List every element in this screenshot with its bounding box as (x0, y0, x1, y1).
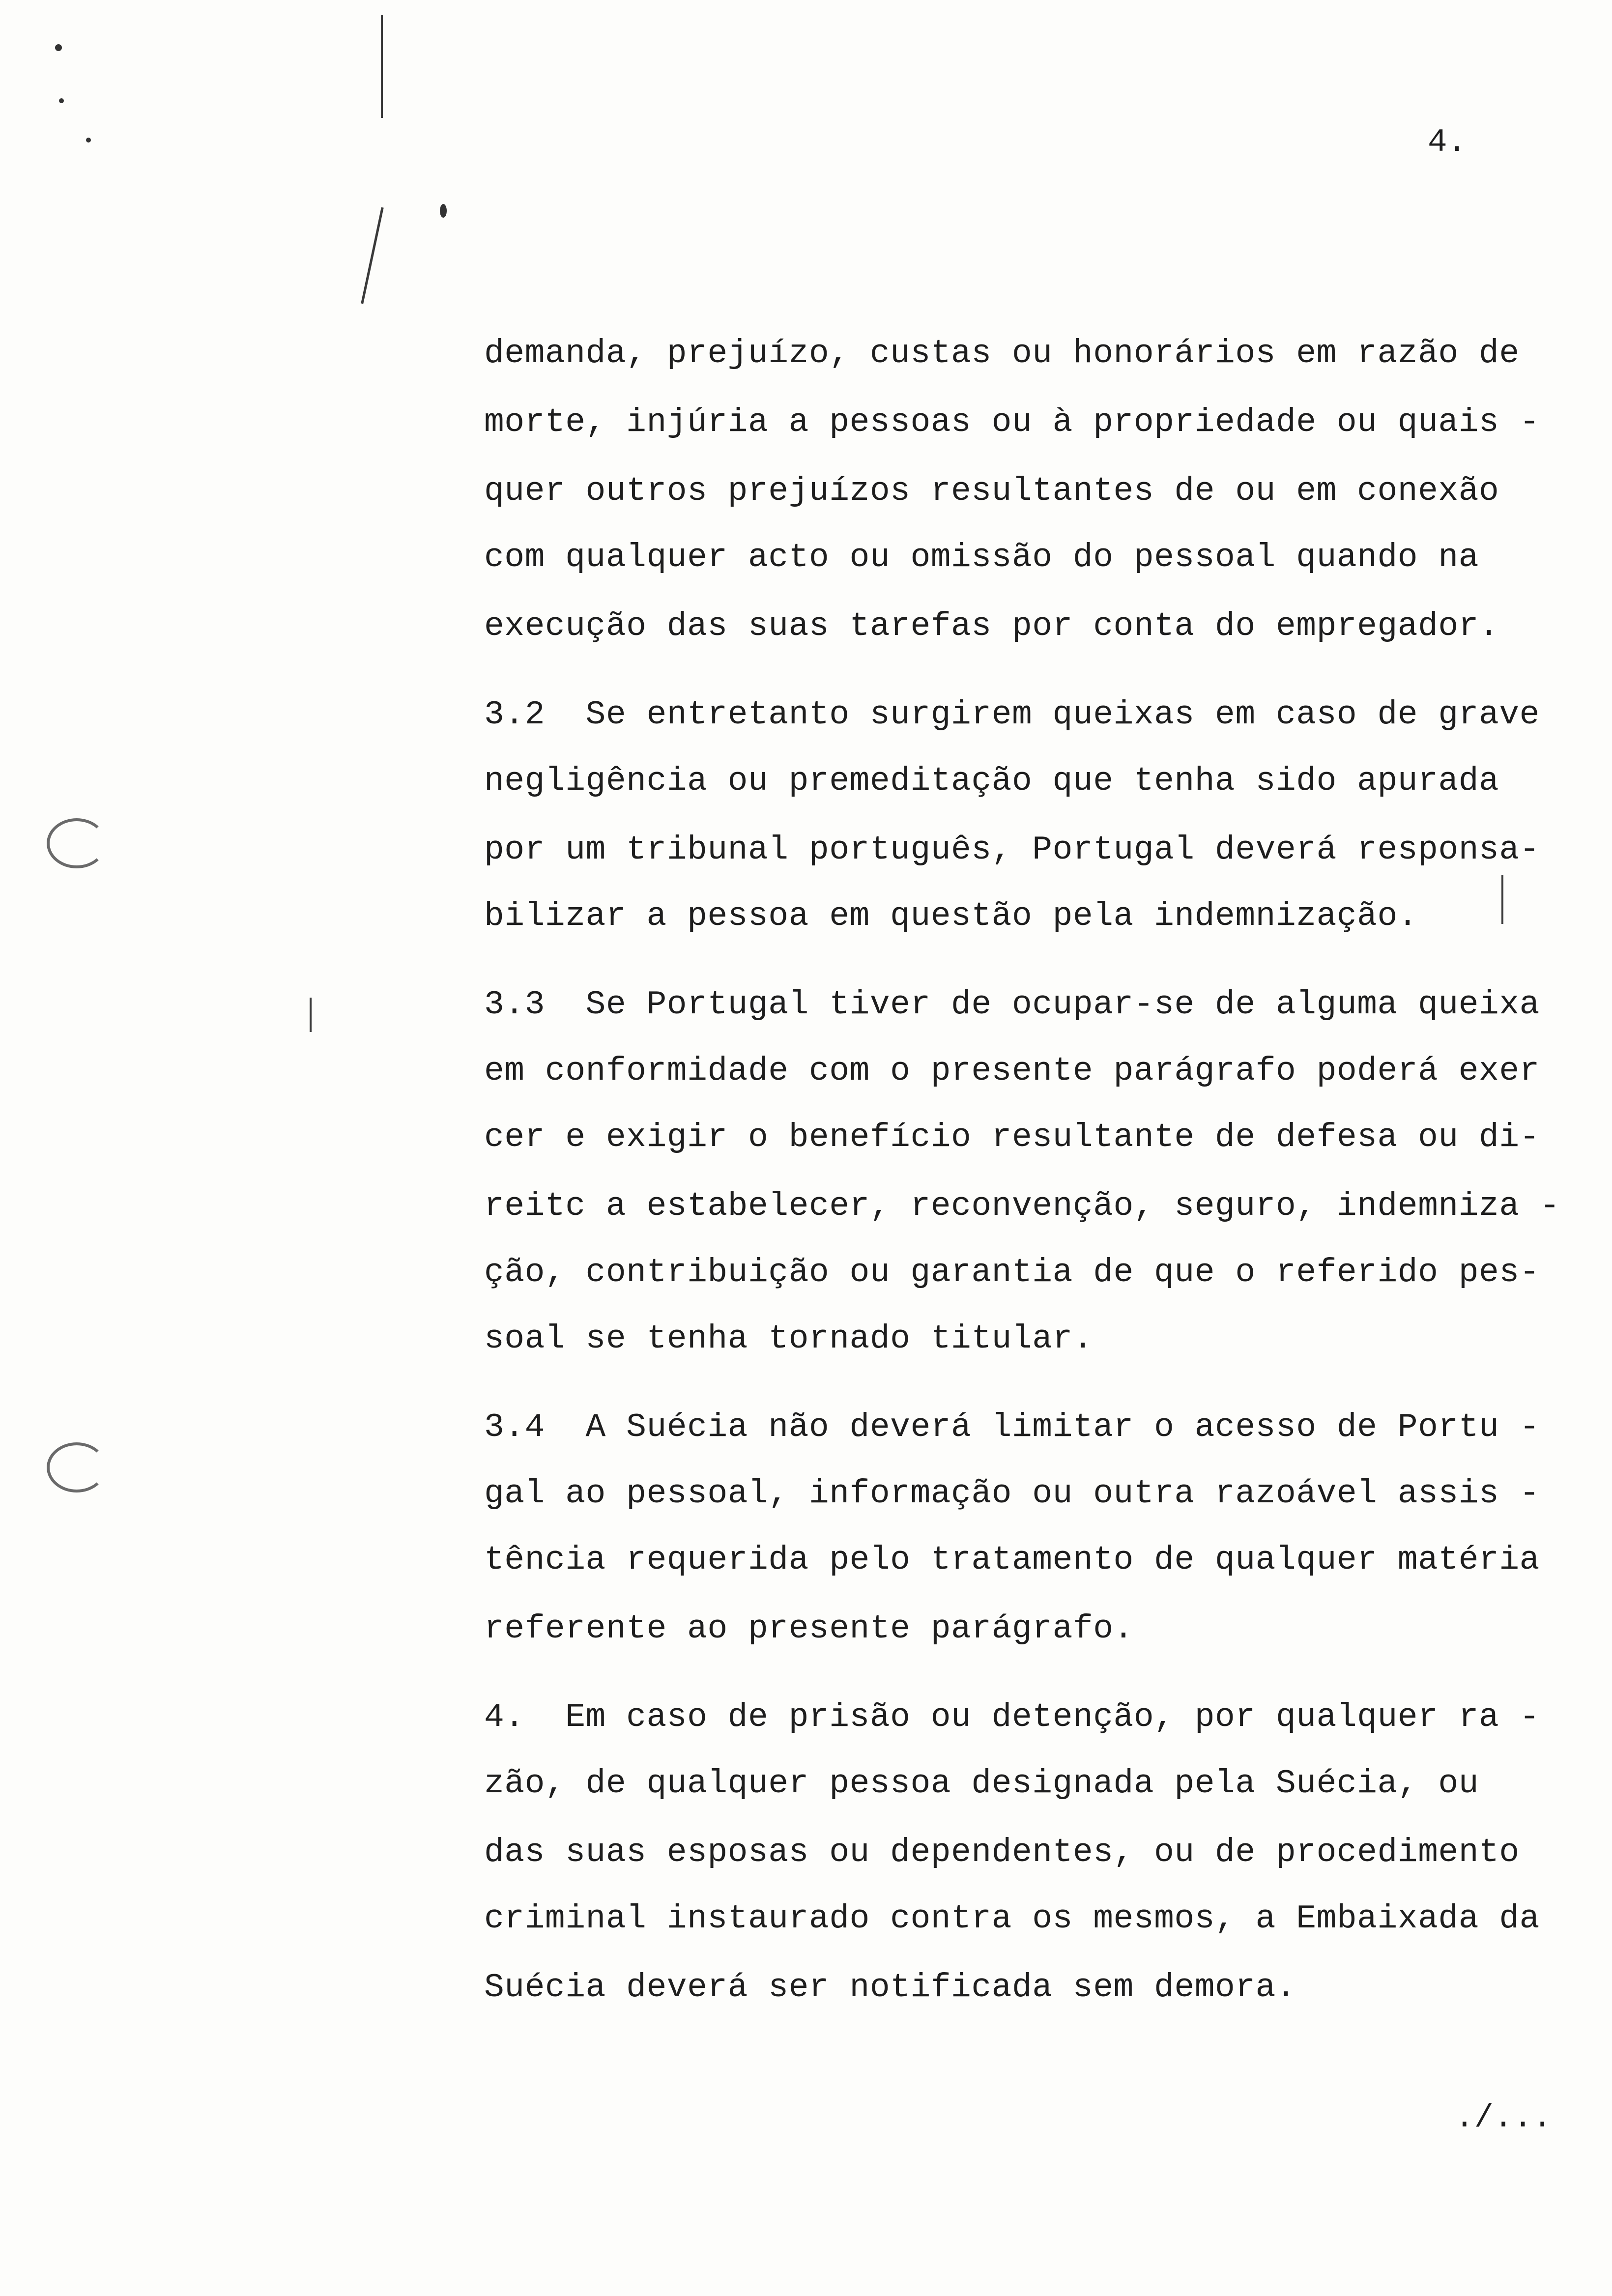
text-line: 3.3 Se Portugal tiver de ocupar-se de alguma queixa (484, 986, 1540, 1024)
text-line: com qualquer acto ou omissão do pessoal quando na (484, 539, 1479, 576)
text-line: Suécia deverá ser notificada sem demora. (484, 1969, 1296, 2007)
text-line: em conformidade com o presente parágrafo poderá exer (484, 1052, 1540, 1090)
text-line: referente ao presente parágrafo. (484, 1610, 1134, 1648)
text-line: 3.2 Se entretanto surgirem queixas em caso de grave (484, 696, 1540, 734)
text-line: cer e exigir o benefício resultante de defesa ou di- (484, 1119, 1540, 1156)
scan-mark-line (310, 998, 312, 1032)
text-line: negligência ou premeditação que tenha sido apurada (484, 762, 1499, 800)
text-line: tência requerida pelo tratamento de qualquer matéria (484, 1541, 1540, 1579)
scan-mark-line (361, 207, 383, 304)
text-line: 3.4 A Suécia não deverá limitar o acesso de Portu - (484, 1408, 1540, 1446)
scan-speck (59, 98, 64, 103)
text-line: gal ao pessoal, informação ou outra razoável assis - (484, 1475, 1540, 1513)
text-line: bilizar a pessoa em questão pela indemnização. (484, 897, 1418, 935)
text-line: criminal instaurado contra os mesmos, a Embaixada da (484, 1900, 1540, 1938)
text-line: ção, contribuição ou garantia de que o referido pes- (484, 1254, 1540, 1292)
text-line: quer outros prejuízos resultantes de ou em conexão (484, 472, 1499, 510)
scan-speck (86, 138, 91, 143)
scan-mark-line (381, 15, 383, 118)
text-line: morte, injúria a pessoas ou à propriedade ou quais - (484, 403, 1540, 441)
page-number: 4. (1428, 124, 1467, 161)
punch-hole-mark (47, 1442, 107, 1492)
text-line: 4. Em caso de prisão ou detenção, por qualquer ra - (484, 1698, 1540, 1736)
text-line: das suas esposas ou dependentes, ou de procedimento (484, 1834, 1520, 1871)
text-line: demanda, prejuízo, custas ou honorários em razão de (484, 335, 1520, 373)
text-line: por um tribunal português, Portugal deverá responsa- (484, 831, 1540, 869)
scan-speck (440, 204, 447, 218)
scan-mark-line (1501, 875, 1503, 924)
punch-hole-mark (47, 818, 107, 868)
continuation-mark: ./... (1455, 2099, 1553, 2136)
scan-speck (55, 44, 62, 51)
text-line: execução das suas tarefas por conta do empregador. (484, 607, 1499, 645)
text-line: zão, de qualquer pessoa designada pela Suécia, ou (484, 1765, 1479, 1803)
text-line: reitc a estabelecer, reconvenção, seguro, indemniza - (484, 1187, 1560, 1225)
text-line: soal se tenha tornado titular. (484, 1320, 1094, 1358)
